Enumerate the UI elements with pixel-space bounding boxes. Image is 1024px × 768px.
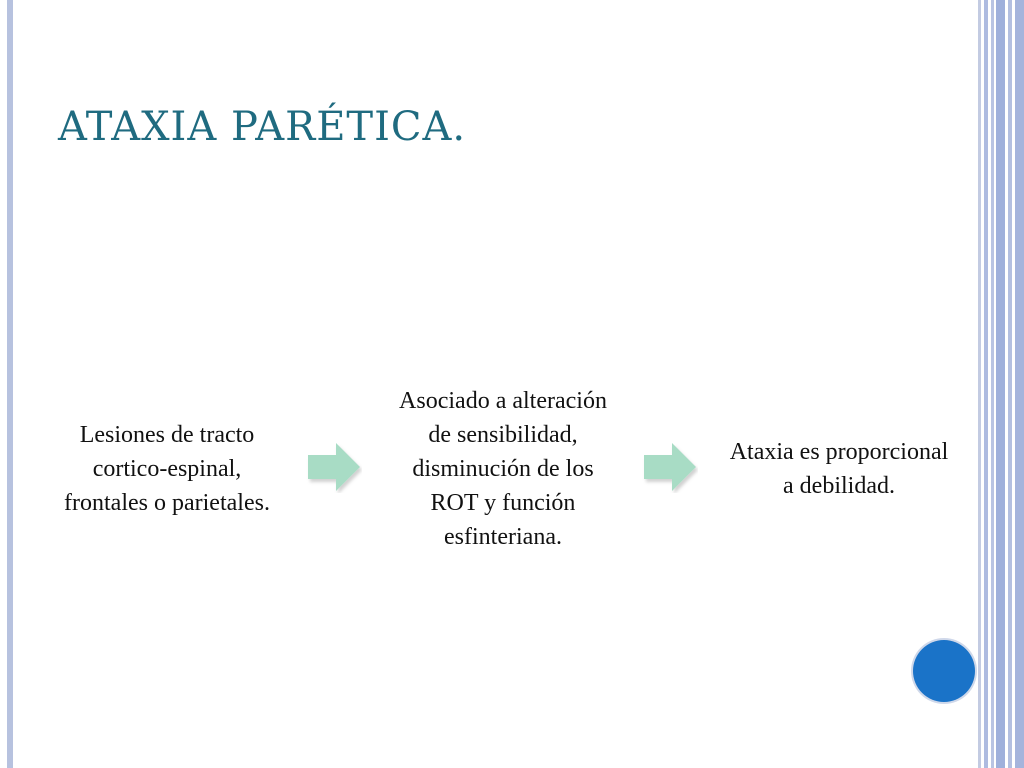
decorative-circle — [913, 640, 975, 702]
right-border-stripe — [1015, 0, 1024, 768]
right-arrow-icon — [642, 441, 698, 493]
left-border-stripe — [7, 0, 13, 768]
right-arrow-icon — [306, 441, 362, 493]
right-border-stripe — [978, 0, 981, 768]
right-border-stripe — [996, 0, 1005, 768]
process-step-1 — [57, 340, 277, 598]
process-step-3 — [729, 340, 949, 598]
right-border-stripe — [1008, 0, 1012, 768]
process-step-2-text: Asociado a alteración de sensibilidad, disminución de los ROT y función esfinteriana. — [399, 388, 607, 550]
slide-title: ATAXIA PARÉTICA. — [58, 104, 467, 150]
process-step-3-text: Ataxia es proporcional a debilidad. — [729, 439, 949, 499]
process-step-1-text: Lesiones de tracto cortico-espinal, frontales o parietales. — [64, 422, 270, 516]
right-border-stripe — [991, 0, 994, 768]
right-border-stripe — [984, 0, 988, 768]
process-step-2 — [393, 340, 613, 598]
